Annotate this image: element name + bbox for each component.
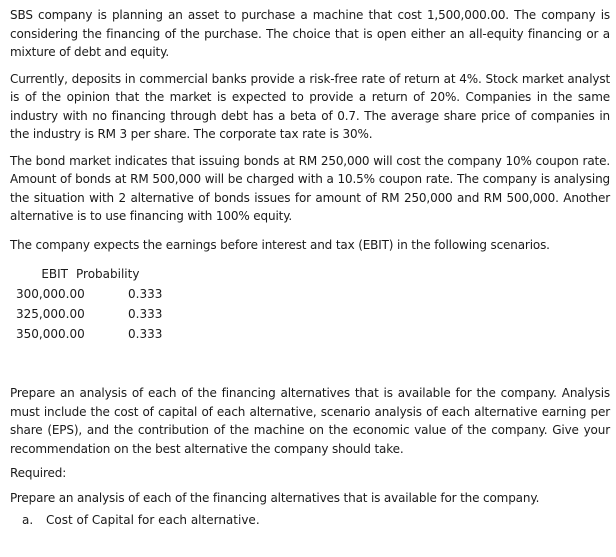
probability-value: 0.333 [128,307,163,321]
ebit-table [16,264,610,344]
ebit-value: 350,000.00 [16,327,85,341]
paragraph-intro: SBS company is planning an asset to purchase a machine that cost 1,500,000.00. The company is considering the financing of the purchase. The choice that is open either an all-equity financing or a mixture of debt and equity. [10,8,610,59]
header-probability: Probability [76,267,140,281]
table-row [16,304,610,324]
ebit-value: 325,000.00 [16,307,85,321]
paragraph-task: Prepare an analysis of each of the financing alternatives that is available for the company. Analysis must include the cost of capital of each alternative, scenario analysis of each alternative earning per share (EPS), and the contribution of the machine on the economic value of the company. Give your recommendation on the best alternative the company should take. [10,386,610,456]
paragraph-bonds: The bond market indicates that issuing bonds at RM 250,000 will cost the company 10% coupon rate. Amount of bonds at RM 500,000 will be charged with a 10.5% coupon rate. The company is analysing the situation with 2 alternative of bonds issues for amount of RM 250,000 and RM 500,000. Another alternative is to use financing with 100% equity. [10,153,610,223]
paragraph-required: Required: [10,466,67,480]
document-body [10,6,610,530]
ebit-value: 300,000.00 [16,287,85,301]
spacer [10,344,610,384]
ebit-table-header [16,264,610,284]
probability-value: 0.333 [128,287,163,301]
table-row [16,324,610,344]
paragraph-market: Currently, deposits in commercial banks provide a risk-free rate of return at 4%. Stock market analyst is of the opinion that the market is expected to provide a return of 20%. Companies in the same industry with no financing through debt has a beta of 0.7. The average share price of companies in the industry is RM 3 per share. The corporate tax rate is 30%. [10,71,610,141]
list-item-text: Cost of Capital for each alternative. [46,513,260,527]
list-marker: a. [22,513,34,527]
probability-value: 0.333 [128,327,163,341]
list-item [22,511,610,530]
paragraph-prepare: Prepare an analysis of each of the financing alternatives that is available for the company. [10,490,540,505]
paragraph-ebit: The company expects the earnings before interest and tax (EBIT) in the following scenarios. [10,237,550,252]
table-row [16,284,610,304]
header-ebit: EBIT [41,267,68,281]
